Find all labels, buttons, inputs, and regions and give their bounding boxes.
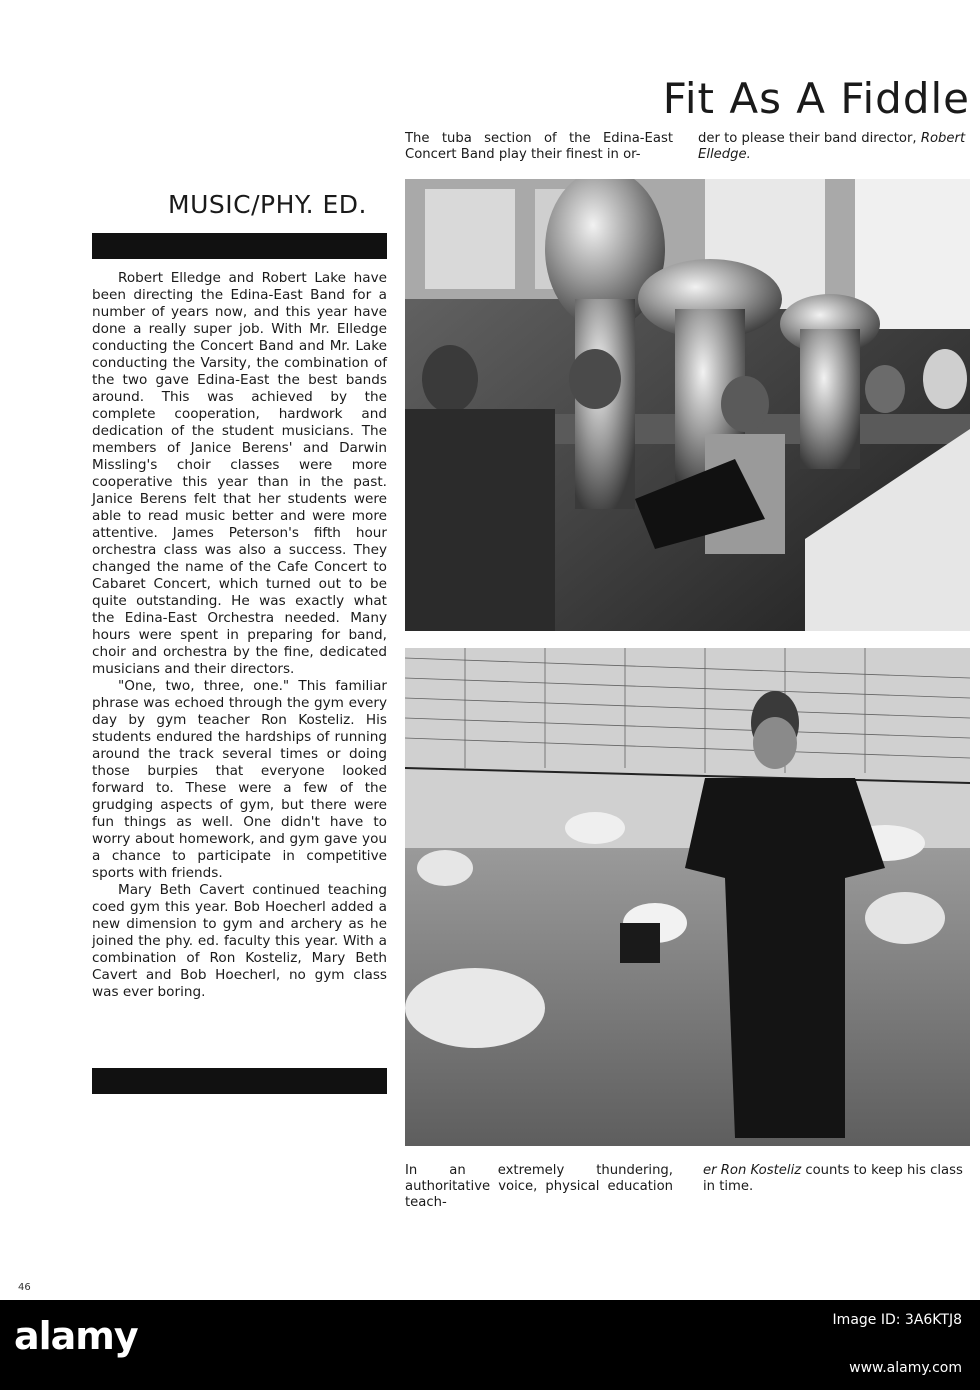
section-divider-bottom — [92, 1068, 387, 1094]
page-number: 46 — [18, 1282, 31, 1293]
article-body — [92, 270, 387, 1001]
article-paragraph-2: "One, two, three, one." This familiar phrase was echoed through the gym every day by gym teacher Ron Kosteliz. His students endured the hardships of running around the track several times or doing those burpies that everyone looked forward to. These were a few of the grudging aspects of gym, but there were fun things as well. One didn't have to worry about homework, and gym gave you a chance to participate in competitive sports with friends. — [92, 678, 387, 881]
watermark-logo: alamy — [14, 1314, 138, 1358]
caption-bottom-left-text: In an extremely thundering, authoritative voice, physical education teach- — [405, 1163, 673, 1210]
band-photo — [405, 179, 970, 631]
section-heading: MUSIC/PHY. ED. — [168, 190, 367, 219]
watermark-url: www.alamy.com — [849, 1360, 962, 1376]
caption-bottom-right — [703, 1163, 971, 1195]
gym-photo-image — [405, 648, 970, 1146]
caption-top-right — [698, 131, 966, 163]
watermark-image-id: Image ID: 3A6KTJ8 — [832, 1312, 962, 1328]
caption-top-right-text: der to please their band director, — [698, 131, 921, 146]
caption-bottom-right-text: counts to keep his class in time. — [703, 1163, 963, 1194]
article-paragraph-3: Mary Beth Cavert continued teaching coed gym this year. Bob Hoecherl added a new dimension to gym and archery as he joined the phy. ed. faculty this year. With a combination of Ron Kosteliz, Mary Beth Cavert and Bob Hoecherl, no gym class was ever boring. — [92, 882, 387, 1000]
gym-photo — [405, 648, 970, 1146]
page-title: Fit As A Fiddle — [662, 74, 970, 123]
caption-bottom-left — [405, 1163, 673, 1211]
caption-bottom-right-name: er Ron Kosteliz — [703, 1163, 802, 1178]
caption-top-left — [405, 131, 673, 163]
caption-top-left-text: The tuba section of the Edina-East Concert Band play their finest in or- — [405, 131, 673, 162]
band-photo-image — [405, 179, 970, 631]
watermark-footer — [0, 1300, 980, 1390]
caption-top-right-name: Robert Elledge. — [698, 131, 966, 162]
article-paragraph-1: Robert Elledge and Robert Lake have been directing the Edina-East Band for a number of years now, and this year have done a really super job. With Mr. Elledge conducting the Concert Band and Mr. Lake conducting the Varsity, the combination of the two gave Edina-East the best bands around. This was achieved by the complete cooperation, hardwork and dedication of the student musicians. The members of Janice Berens' and Darwin Missling's choir classes were more cooperative this year than in the past. Janice Berens felt that her students were able to read music better and were more attentive. James Peterson's fifth hour orchestra class was also a success. They changed the name of the Cafe Concert to Cabaret Concert, which turned out to be quite outstanding. He was exactly what the Edina-East Orchestra needed. Many hours were spent in preparing for band, choir and orchestra by the fine, dedicated musicians and their directors. — [92, 270, 387, 677]
section-divider-top — [92, 233, 387, 259]
